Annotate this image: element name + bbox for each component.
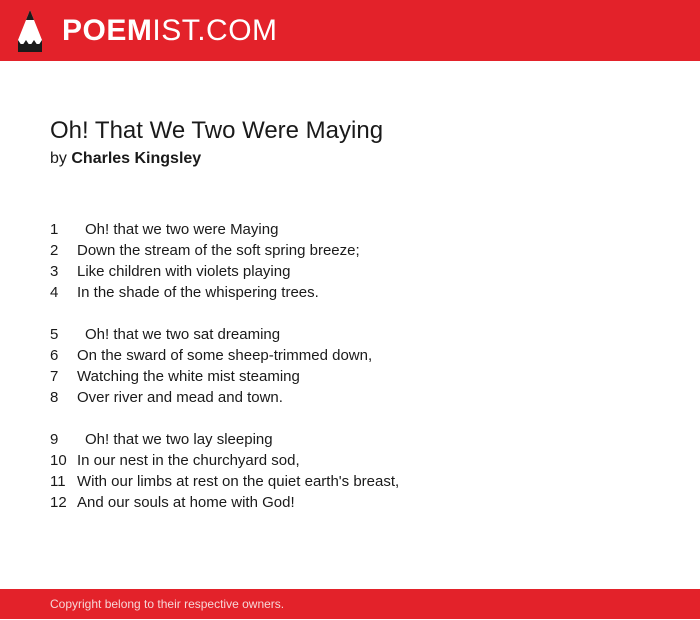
line-number: 1 bbox=[50, 221, 59, 238]
poem-line bbox=[50, 240, 670, 261]
line-text: Over river and mead and town. bbox=[77, 389, 283, 406]
poem-line bbox=[50, 282, 670, 303]
line-text: Oh! that we two lay sleeping bbox=[85, 431, 273, 448]
line-number: 6 bbox=[50, 347, 59, 364]
line-text: Oh! that we two were Maying bbox=[85, 221, 279, 238]
line-number: 9 bbox=[50, 431, 59, 448]
site-header bbox=[0, 0, 700, 61]
poem-line bbox=[50, 387, 670, 408]
copyright-text: Copyright belong to their respective owners. bbox=[50, 597, 285, 611]
logo-text-bold: POEM bbox=[62, 14, 153, 47]
line-number: 10 bbox=[50, 452, 67, 469]
poem-author: Charles Kingsley bbox=[71, 150, 202, 167]
line-number: 11 bbox=[50, 473, 66, 490]
line-text: And our souls at home with God! bbox=[77, 494, 295, 511]
poem-stanza bbox=[50, 324, 670, 408]
line-text: In our nest in the churchyard sod, bbox=[77, 452, 300, 469]
line-number: 5 bbox=[50, 326, 59, 343]
poem-line bbox=[50, 345, 670, 366]
logo-text-light: IST.COM bbox=[152, 14, 278, 47]
poem-line bbox=[50, 492, 670, 513]
poem-line bbox=[50, 366, 670, 387]
poem-line bbox=[50, 324, 670, 345]
poem-line bbox=[50, 261, 670, 282]
line-text: Like children with violets playing bbox=[77, 263, 291, 280]
poem-stanza bbox=[50, 429, 670, 513]
line-text: Down the stream of the soft spring breeze; bbox=[77, 242, 360, 259]
line-number: 3 bbox=[50, 263, 59, 280]
line-number: 7 bbox=[50, 368, 59, 385]
byline-prefix: by bbox=[50, 150, 67, 167]
poem-line bbox=[50, 429, 670, 450]
poem-line bbox=[50, 219, 670, 240]
line-number: 2 bbox=[50, 242, 59, 259]
line-number: 8 bbox=[50, 389, 59, 406]
poem-stanza bbox=[50, 219, 670, 303]
pencil-icon bbox=[18, 10, 42, 52]
line-text: On the sward of some sheep-trimmed down, bbox=[77, 347, 373, 364]
line-number: 4 bbox=[50, 284, 59, 301]
poem-line bbox=[50, 450, 670, 471]
line-number: 12 bbox=[50, 494, 67, 511]
site-footer bbox=[0, 589, 700, 619]
line-text: With our limbs at rest on the quiet earth's breast, bbox=[77, 473, 400, 490]
logo-wordmark bbox=[62, 10, 278, 52]
poem-title: Oh! That We Two Were Maying bbox=[50, 117, 384, 144]
line-text: Oh! that we two sat dreaming bbox=[85, 326, 281, 343]
site-logo[interactable] bbox=[18, 10, 278, 52]
poem-body bbox=[50, 219, 670, 534]
line-text: Watching the white mist steaming bbox=[77, 368, 300, 385]
line-text: In the shade of the whispering trees. bbox=[77, 284, 319, 301]
poem-line bbox=[50, 471, 670, 492]
poem-byline bbox=[50, 148, 201, 170]
